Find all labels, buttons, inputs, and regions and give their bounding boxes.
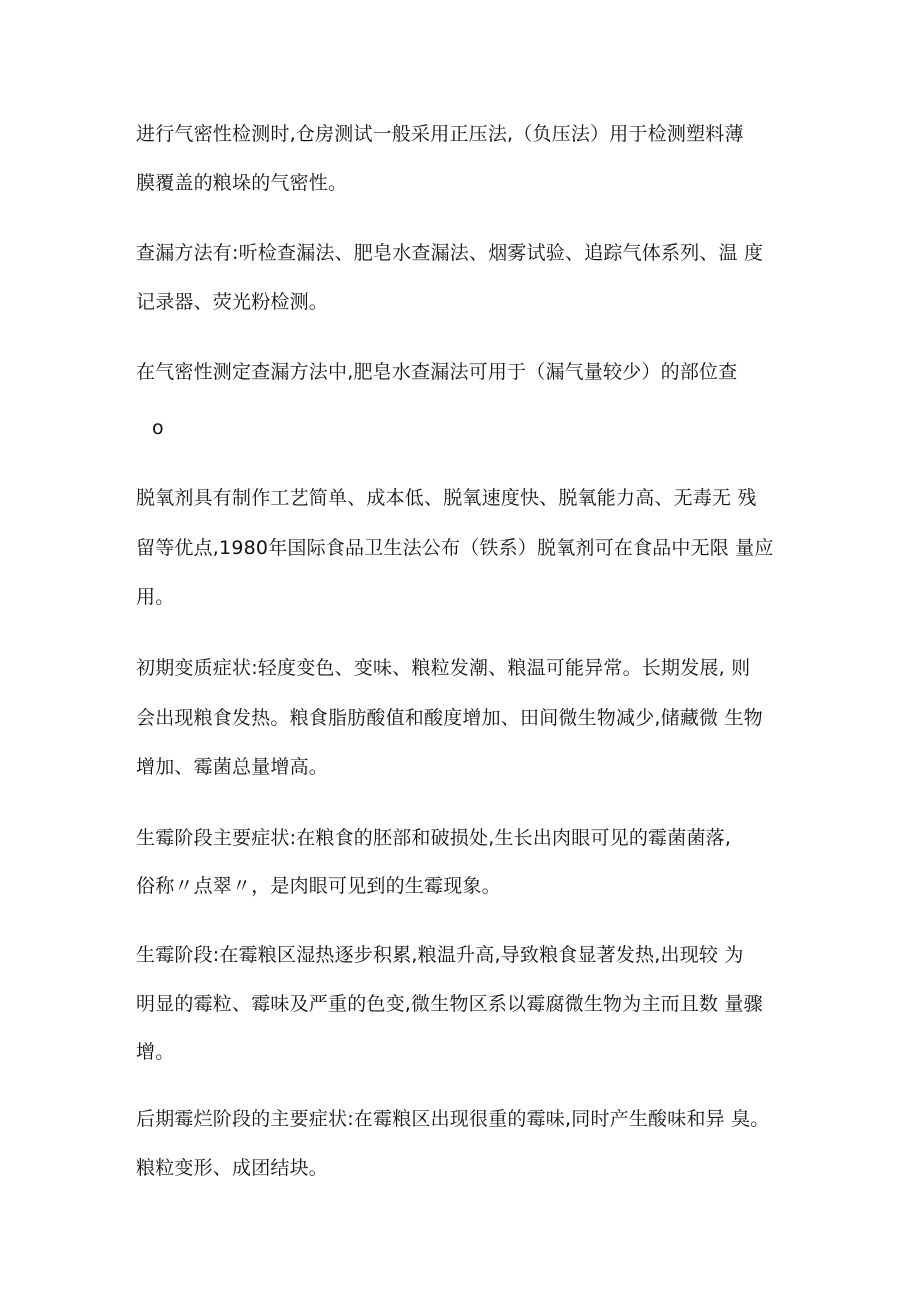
- paragraph-4-line-3: 用。: [136, 586, 175, 608]
- paragraph-2-line-2: 记录器、荧光粉检测。: [136, 291, 329, 313]
- paragraph-2-line-1: 查漏方法有:听检查漏法、肥皂水查漏法、烟雾试验、追踪气体系列、温 度: [136, 242, 764, 264]
- paragraph-1-line-2: 膜覆盖的粮垛的气密性。: [136, 172, 348, 194]
- paragraph-3-line-1: 在气密性测定查漏方法中,肥皂水查漏法可用于（漏气量较少）的部位查: [136, 361, 738, 383]
- paragraph-4-line-1: 脱氧剂具有制作工艺简单、成本低、脱氧速度快、脱氧能力高、无毒无 残: [136, 487, 757, 509]
- paragraph-8-line-1: 后期霉烂阶段的主要症状:在霉粮区出现很重的霉味,同时产生酸味和异 臭。: [136, 1108, 770, 1130]
- paragraph-8-line-2: 粮粒变形、成团结块。: [136, 1157, 329, 1179]
- paragraph-7-line-2: 明显的霉粒、霉味及严重的色变,微生物区系以霉腐微生物为主而且数 量骤: [136, 993, 763, 1015]
- paragraph-3-line-2: o: [152, 417, 164, 439]
- paragraph-5-line-1: 初期变质症状:轻度变色、变味、粮粒发潮、粮温可能异常。长期发展, 则: [136, 657, 751, 679]
- paragraph-6-line-2: 俗称〃点翠〃，是肉眼可见到的生霉现象。: [136, 875, 501, 897]
- paragraph-4-line-2: 留等优点,1980年国际食品卫生法公布（铁系）脱氧剂可在食品中无限 量应: [136, 537, 774, 559]
- paragraph-6-line-1: 生霉阶段主要症状:在粮食的胚部和破损处,生长出肉眼可见的霉菌菌落,: [136, 827, 732, 849]
- paragraph-5-line-2: 会出现粮食发热。粮食脂肪酸值和酸度增加、田间微生物减少,储藏微 生物: [136, 707, 763, 729]
- paragraph-5-line-3: 增加、霉菌总量增高。: [136, 756, 329, 778]
- paragraph-7-line-3: 增。: [136, 1041, 175, 1063]
- paragraph-7-line-1: 生霉阶段:在霉粮区湿热逐步积累,粮温升高,导致粮食显著发热,出现较 为: [136, 944, 744, 966]
- paragraph-1-line-1: 进行气密性检测时,仓房测试一般采用正压法,（负压法）用于检测塑料薄: [136, 123, 744, 145]
